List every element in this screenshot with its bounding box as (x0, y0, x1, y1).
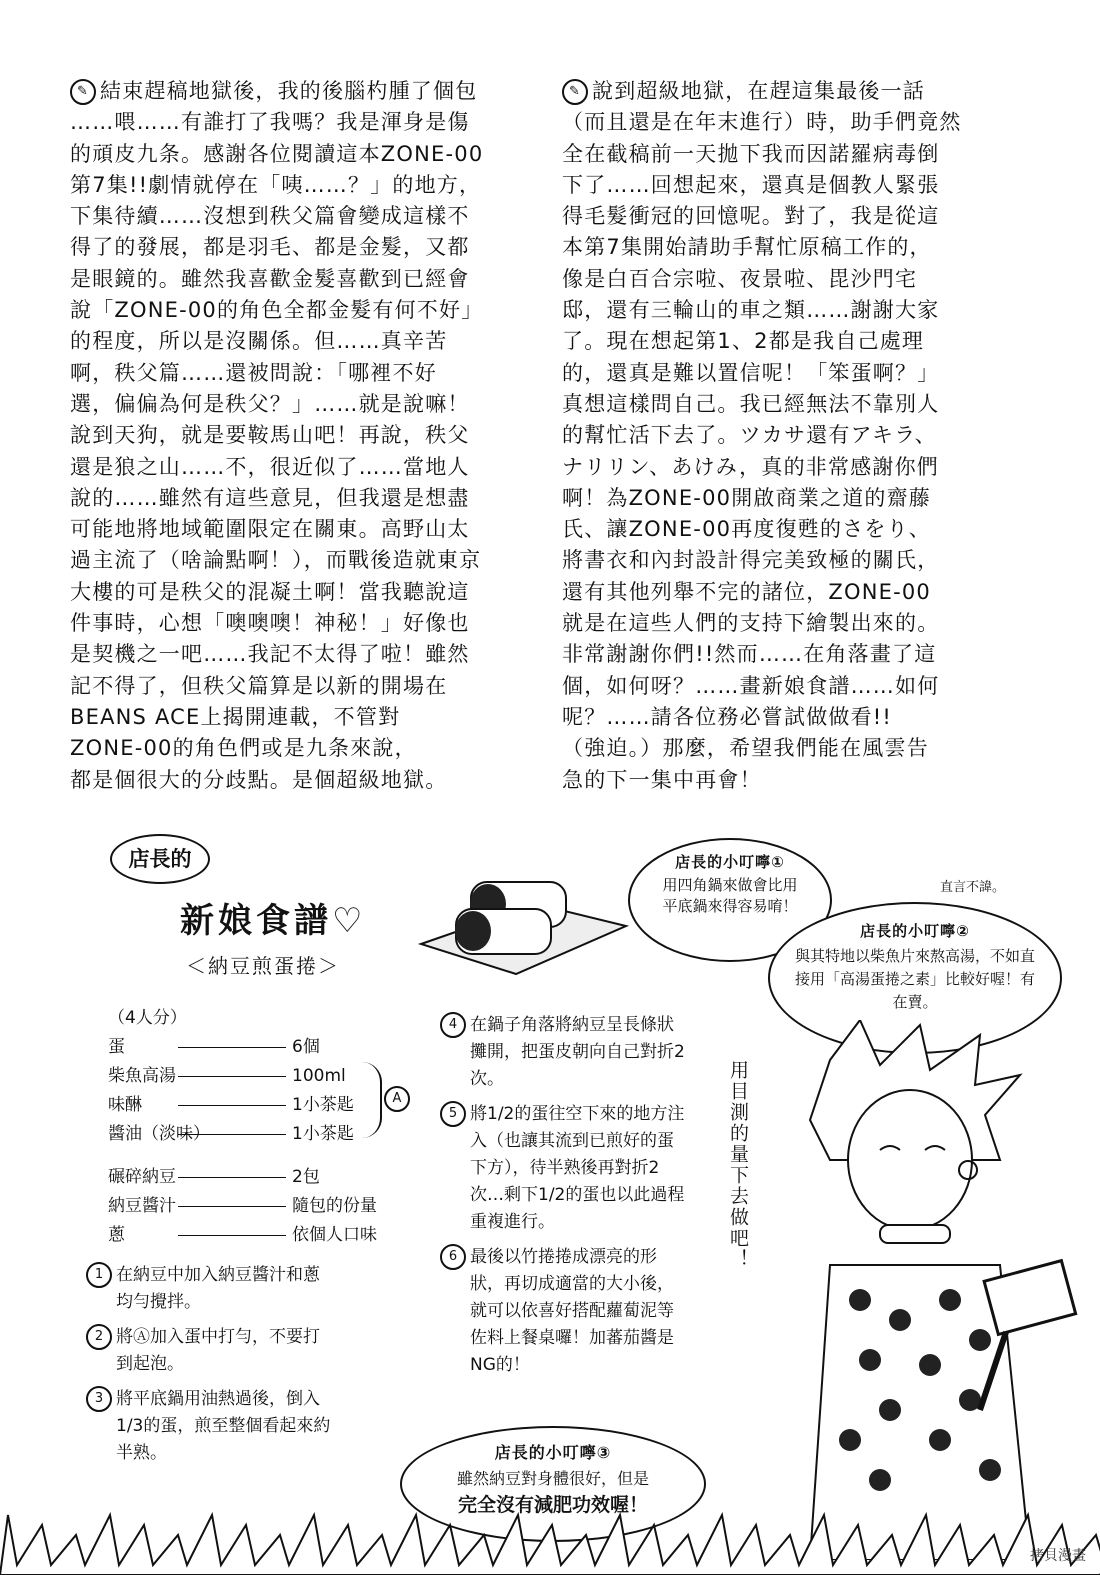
step-text: 最後以竹捲捲成漂亮的形狀，再切成適當的大小後，就可以依喜好搭配蘿蔔泥等佐料上餐桌囉！加蕃茄醬是NG的！ (470, 1247, 674, 1375)
vertical-note: 用目測的量下去做吧！ (727, 1060, 749, 1270)
essay-line: ……喂……有誰打了我嗎？我是渾身是傷 (70, 110, 470, 135)
essay-line: 個，如何呀？……畫新娘食譜……如何 (562, 673, 940, 698)
recipe-step (86, 1386, 386, 1467)
omelette-roll-illustration (416, 864, 631, 982)
ingredient-amount: 1小茶匙 (292, 1124, 354, 1144)
essay-line: 說「ZONE-00的角色全都金髮有何不好」 (70, 298, 484, 323)
tip-title: 店長的小叮嚀① (675, 853, 785, 871)
essay-line: 第7集!!劇情就停在「咦……？」的地方， (70, 172, 482, 197)
ingredient-row (108, 1033, 377, 1062)
step-number: 3 (86, 1386, 112, 1412)
essay-line: （強迫。）那麼，希望我們能在風雲告 (562, 736, 929, 761)
ingredient-row (108, 1062, 377, 1091)
aside-note: 直言不諱。 (940, 880, 1006, 895)
ingredient-row (108, 1163, 377, 1192)
essay-line: 真想這樣問自己。我已經無法不靠別人 (562, 391, 940, 416)
recipe-title: 新娘食譜♡ (180, 901, 367, 941)
essay-line: 呢？……請各位務必嘗試做做看!! (562, 704, 893, 729)
leader-line (178, 1177, 286, 1178)
recipe-step (86, 1262, 386, 1316)
ingredient-name: 味醂 (108, 1095, 142, 1115)
essay-line: 的頑皮九条。感謝各位閱讀這本ZONE-00 (70, 141, 484, 166)
step-text: 將平底鍋用油熱過後，倒入1/3的蛋，煎至整個看起來約半熟。 (116, 1389, 331, 1463)
recipe-steps-left (86, 1262, 386, 1475)
ingredient-name: 納豆醬汁 (108, 1196, 176, 1216)
essay-line: 的幫忙活下去了。ツカサ還有アキラ、 (562, 423, 937, 448)
recipe-step (440, 1244, 690, 1379)
tip-title: 店長的小叮嚀② (860, 922, 970, 940)
ingredient-amount: 6個 (292, 1037, 320, 1057)
ingredient-name: 碾碎納豆 (108, 1167, 176, 1187)
ingredient-amount: 隨包的份量 (292, 1196, 377, 1216)
essay-line: 下了……回想起來，還真是個教人緊張 (562, 172, 940, 197)
essay-line: 說的……雖然有這些意見，但我還是想盡 (70, 485, 470, 510)
essay-line: 啊！為ZONE-00開啟商業之道的齋藤 (562, 485, 931, 510)
recipe-subtitle: ＜納豆煎蛋捲＞ (186, 954, 340, 978)
step-number: 5 (440, 1101, 466, 1127)
essay-line: 選，偏偏為何是秩父？」……就是說嘛！ (70, 391, 470, 416)
essay-line: 大樓的可是秩父的混凝土啊！當我聽說這 (70, 579, 470, 604)
essay-line: 是契機之一吧……我記不太得了啦！雖然 (70, 642, 470, 667)
tip-text: 與其特地以柴魚片來熬高湯，不如直接用「高湯蛋捲之素」比較好喔！有在賣。 (794, 947, 1035, 1011)
pencil-icon: ✎ (70, 79, 96, 105)
essay-line: 邸，還有三輪山的車之類……謝謝大家 (562, 298, 940, 323)
essay-line: 啊，秩父篇……還被問說：「哪裡不好 (70, 360, 437, 385)
essay-line: 記不得了，但秩父篇算是以新的開場在 (70, 673, 448, 698)
essay-line: ✎ 結束趕稿地獄後，我的後腦杓腫了個包 (70, 76, 540, 107)
essay-left-column (70, 76, 540, 796)
essay-line: （而且還是在年末進行）時，助手們竟然 (562, 110, 962, 135)
step-number: 4 (440, 1012, 466, 1038)
step-text: 在納豆中加入納豆醬汁和蔥均勻攪拌。 (116, 1265, 320, 1312)
leader-line (178, 1206, 286, 1207)
tip-emphasis: 完全沒有減肥功效喔！ (457, 1494, 648, 1516)
ingredient-name: 柴魚高湯 (108, 1066, 176, 1086)
essay-line: 還是狼之山……不，很近似了……當地人 (70, 454, 470, 479)
essay-line: 的，還真是難以置信呢！「笨蛋啊？」 (562, 360, 940, 385)
tip-title: 店長的小叮嚀③ (494, 1443, 612, 1462)
leader-line (178, 1076, 286, 1077)
essay-line: 說到天狗，就是要鞍馬山吧！再說，秩父 (70, 423, 470, 448)
recipe-step (86, 1324, 386, 1378)
essay-line: 將書衣和內封設計得完美致極的關氏， (562, 548, 940, 573)
essay-line: 的程度，所以是沒關係。但……真辛苦 (70, 329, 448, 354)
essay-line: 得毛髮衝冠的回憶呢。對了，我是從這 (562, 204, 940, 229)
ingredient-amount: 1小茶匙 (292, 1095, 354, 1115)
ingredient-row (108, 1221, 377, 1250)
recipe-badge: 店長的 (110, 834, 210, 884)
recipe-steps-right (440, 1012, 690, 1387)
step-number: 1 (86, 1262, 112, 1288)
step-text: 將Ⓐ加入蛋中打勻，不要打到起泡。 (116, 1327, 320, 1374)
essay-right-column (562, 76, 1032, 796)
essay-line: 急的下一集中再會！ (562, 767, 762, 792)
essay-line: 件事時，心想「噢噢噢！神秘！」好像也 (70, 611, 470, 636)
servings: （4人分） (108, 1008, 187, 1028)
ingredient-amount: 100ml (292, 1066, 346, 1086)
tip-text: 用四角鍋來做會比用平底鍋來得容易唷！ (662, 876, 798, 915)
essay-line: 就是在這些人們的支持下繪製出來的。 (562, 611, 940, 636)
ingredient-row (108, 1192, 377, 1221)
leader-line (178, 1134, 286, 1135)
leader-line (178, 1235, 286, 1236)
essay-line: 過主流了（啥論點啊！），而戰後造就東京 (70, 548, 482, 573)
essay-line: 像是白百合宗啦、夜景啦、毘沙門宅 (562, 266, 918, 291)
group-a-marker: A (384, 1086, 410, 1112)
essay-line: 本第7集開始請助手幫忙原稿工作的， (562, 235, 932, 260)
leader-line (178, 1105, 286, 1106)
essay-line: 非常謝謝你們!!然而……在角落畫了這 (562, 642, 937, 667)
essay-line: 了。現在想起第1、2都是我自己處理 (562, 329, 925, 354)
essay-line: ZONE-00的角色們或是九条來說， (70, 736, 417, 761)
step-number: 6 (440, 1244, 466, 1270)
step-text: 在鍋子角落將納豆呈長條狀攤開，把蛋皮朝向自己對折2次。 (470, 1015, 685, 1089)
essay-line: 氏、讓ZONE-00再度復甦的さをり、 (562, 517, 931, 542)
ingredient-name: 蔥 (108, 1225, 125, 1245)
ingredient-amount: 依個人口味 (292, 1225, 377, 1245)
pencil-icon: ✎ (562, 79, 588, 105)
ingredient-group-bracket (360, 1062, 382, 1138)
watermark: 拷貝漫畫 (1030, 1548, 1086, 1564)
step-number: 2 (86, 1324, 112, 1350)
essay-line: 得了的發展，都是羽毛、都是金髮，又都 (70, 235, 470, 260)
essay-line: BEANS ACE上揭開連載，不管對 (70, 704, 401, 729)
essay-line: 都是個很大的分歧點。是個超級地獄。 (70, 767, 448, 792)
essay-line: 可能地將地域範圍限定在關東。高野山太 (70, 517, 470, 542)
recipe-step (440, 1101, 690, 1236)
character-illustration (770, 1020, 1090, 1560)
essay-line: ✎ 說到超級地獄，在趕這集最後一話 (562, 76, 1032, 107)
ingredient-name: 蛋 (108, 1037, 125, 1057)
ingredient-row (108, 1091, 377, 1120)
ingredient-list (108, 1004, 377, 1250)
essay-line: ナリリン、あけみ，真的非常感謝你們 (562, 454, 939, 479)
tip-text: 雖然納豆對身體很好，但是 (456, 1469, 649, 1488)
essay-line: 全在截稿前一天拋下我而因諾羅病毒倒 (562, 141, 940, 166)
ingredient-row (108, 1120, 377, 1149)
ingredient-name: 醬油（淡味） (108, 1124, 210, 1144)
essay-line: 還有其他列舉不完的諸位，ZONE-00 (562, 579, 931, 604)
ingredient-amount: 2包 (292, 1167, 320, 1187)
leader-line (178, 1047, 286, 1048)
essay-line: 是眼鏡的。雖然我喜歡金髮喜歡到已經會 (70, 266, 470, 291)
essay-line: 下集待續……沒想到秩父篇會變成這樣不 (70, 204, 470, 229)
step-text: 將1/2的蛋往空下來的地方注入（也讓其流到已煎好的蛋下方），待半熟後再對折2次…剩下1/2的蛋也以此過程重複進行。 (470, 1104, 685, 1232)
recipe-step (440, 1012, 690, 1093)
flame-border-decoration (0, 1485, 1100, 1575)
